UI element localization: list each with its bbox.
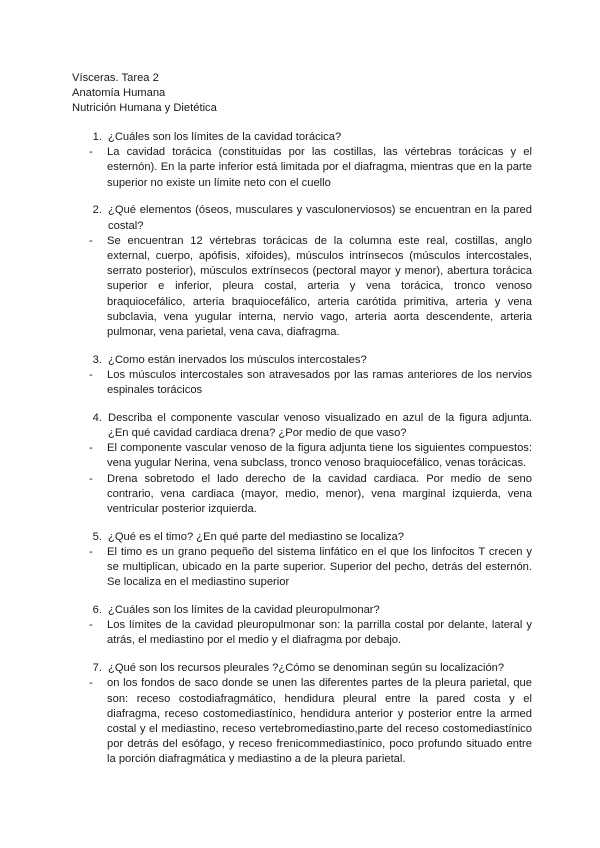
bullet-dash: - xyxy=(89,472,93,485)
question-text: ¿Qué elementos (óseos, musculares y vasculonerviosos) se encuentran en la pared costal? xyxy=(108,204,532,232)
question-list xyxy=(72,130,532,780)
answer-text: El componente vascular venoso de la figura adjunta tiene los siguientes compuestos: vena yugular Nerina, vena subclass, tronco venoso braquiocefálico, venas torácicas. xyxy=(107,442,532,470)
question-number: 7. xyxy=(92,662,102,675)
bullet-dash: - xyxy=(89,146,93,159)
question-item xyxy=(72,411,532,517)
question-text: ¿Cuáles son los límites de la cavidad pleuropulmonar? xyxy=(108,603,380,616)
header-title: Vísceras. Tarea 2 xyxy=(72,72,159,84)
question-number: 4. xyxy=(92,411,102,424)
document-header xyxy=(72,71,217,116)
question-item xyxy=(72,530,532,591)
question-number: 6. xyxy=(92,603,102,616)
question-item xyxy=(72,130,532,191)
bullet-dash: - xyxy=(89,619,93,632)
answer-text: Se encuentran 12 vértebras torácicas de la columna este real, costillas, anglo external, cuerpo, apófisis, xifoides), músculos intrínsecos (músculos intercostales, serrato posterior), músculos extrínsecos (pectoral mayor y menor), abertura torácica superior e inferior, pleura costal, arteria y vena torácica, tronco venoso braquiocefálico, arteria braquiocefálico, arteria carótida primitiva, arteria y vena subclavia, vena yugular interna, nervio vago, arteria aorta descendente, arteria pulmonar, vena parietal, vena cava, diafragma. xyxy=(107,234,532,338)
question-text: ¿Como están inervados los músculos intercostales? xyxy=(108,353,367,366)
question-text: Describa el componente vascular venoso visualizado en azul de la figura adjunta. ¿En qué cavidad cardiaca drena? ¿Por medio de que vaso? xyxy=(108,411,532,439)
bullet-dash: - xyxy=(89,545,93,558)
bullet-dash: - xyxy=(89,677,93,690)
question-item xyxy=(72,603,532,649)
question-number: 5. xyxy=(92,530,102,543)
answer-text: El timo es un grano pequeño del sistema linfático en el que los linfocitos T crecen y se multiplican, ubicado en la parte superior. Superior del pecho, detrás del esternón. Se localiza en el mediastino superior xyxy=(107,545,532,589)
header-degree: Nutrición Humana y Dietética xyxy=(72,102,217,114)
answer-text: Drena sobretodo el lado derecho de la cavidad cardiaca. Por medio de seno contrario, vena cardiaca (mayor, medio, menor), vena marginal izquierda, vena ventricular posterior izquierda. xyxy=(107,472,532,515)
question-text: ¿Qué es el timo? ¿En qué parte del mediastino se localiza? xyxy=(108,530,405,543)
bullet-dash: - xyxy=(89,234,93,247)
bullet-dash: - xyxy=(89,368,93,381)
answer-text: Los músculos intercostales son atravesados por las ramas anteriores de los nervios espinales torácicos xyxy=(107,368,532,397)
question-number: 1. xyxy=(92,131,102,143)
question-item xyxy=(72,661,532,767)
question-item xyxy=(72,203,532,340)
bullet-dash: - xyxy=(89,442,93,455)
question-text: ¿Qué son los recursos pleurales ?¿Cómo se denominan según su localización? xyxy=(108,662,505,675)
question-number: 3. xyxy=(92,353,102,366)
answer-text: Los límites de la cavidad pleuropulmonar son: la parrilla costal por delante, lateral y atrás, el mediastino por el medio y el diafragma por debajo. xyxy=(107,619,532,647)
answer-text: on los fondos de saco donde se unen las diferentes partes de la pleura parietal, que son: receso costodiafragmático, hendidura pleural entre la pared costa y el diafragma, receso costomediastínico, hendidura anterior y posterior entre la armed costal y el mediastino, receso vertebromediastino,parte del receso costomediastínico por detrás del esófago, y receso frenicommediastínico, poco profundo situado entre la porción diafragmática y mediastino a de la pleura parietal. xyxy=(107,677,532,766)
answer-text: La cavidad torácica (constituidas por las costillas, las vértebras torácicas y el esternón). En la parte inferior está limitada por el diafragma, mientras que en la parte superior no existe un límite neto con el cuello xyxy=(107,146,532,189)
question-item xyxy=(72,353,532,399)
question-number: 2. xyxy=(92,204,102,217)
question-text: ¿Cuáles son los límites de la cavidad torácica? xyxy=(108,131,342,143)
header-course: Anatomía Humana xyxy=(72,87,166,99)
